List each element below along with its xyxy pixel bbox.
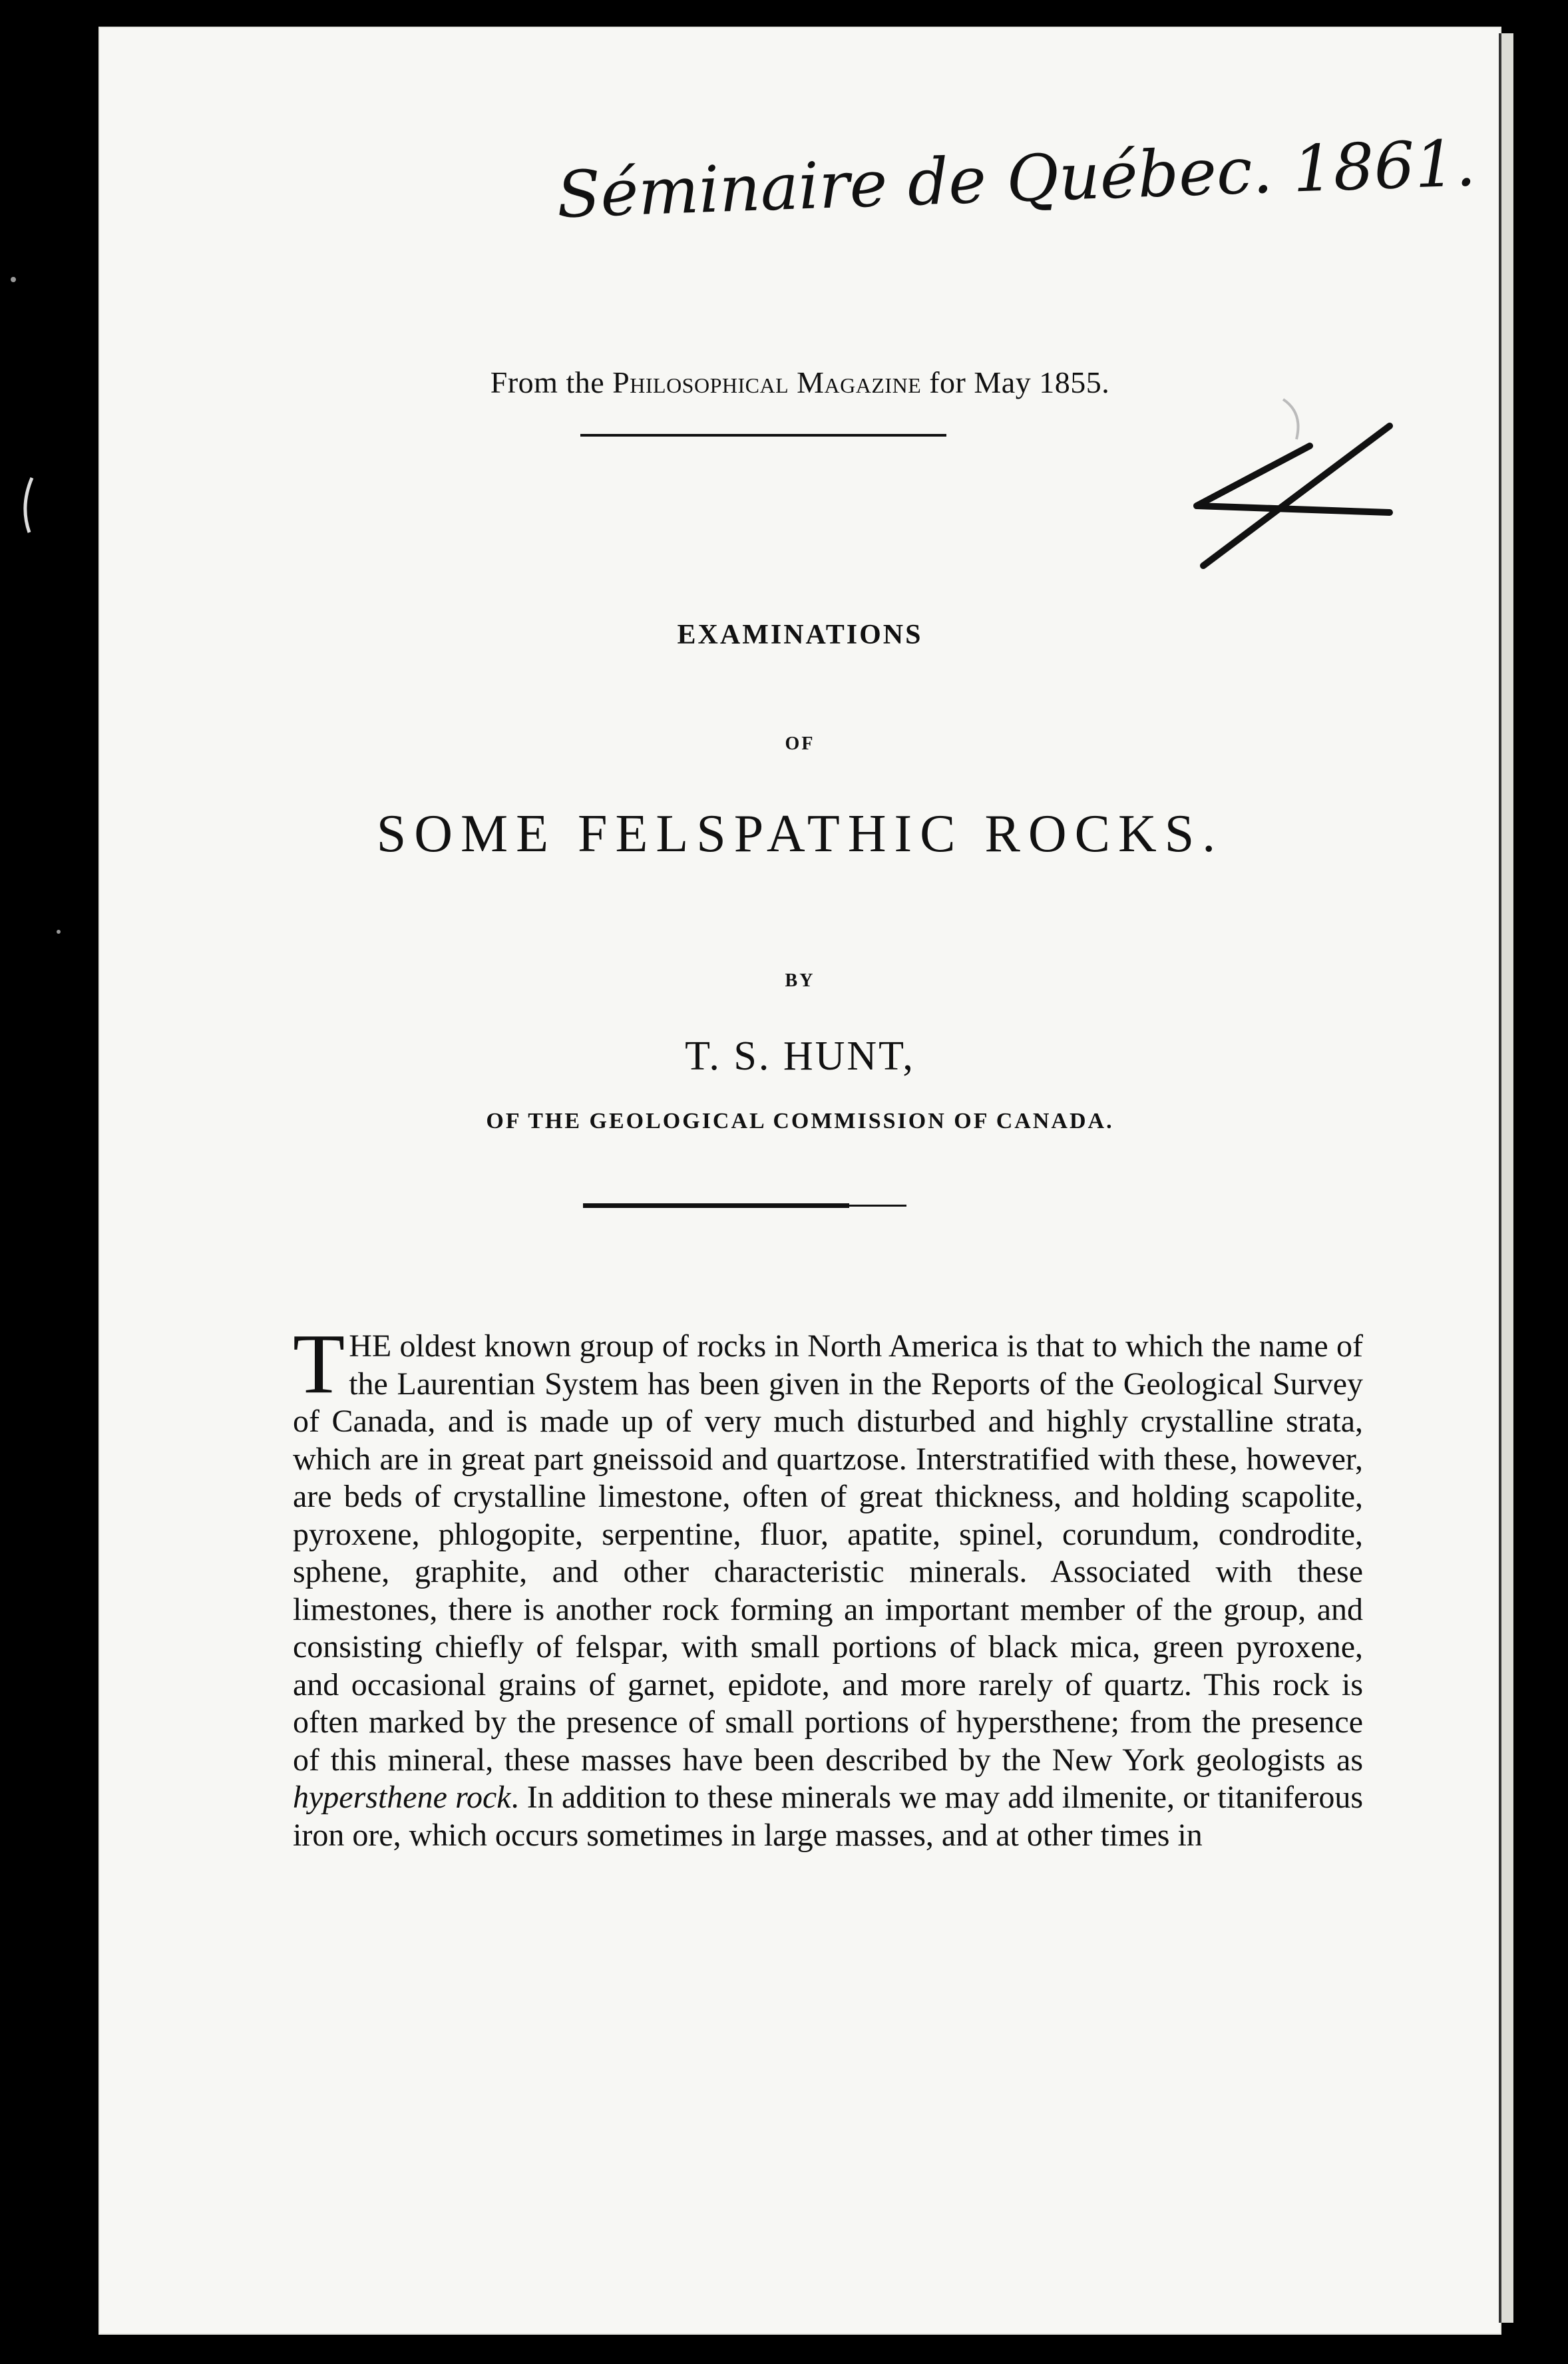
drop-cap: T: [293, 1316, 345, 1411]
title-main: SOME FELSPATHIC ROCKS.: [376, 805, 1224, 863]
byline-by: BY: [785, 970, 815, 991]
body-text-main: oldest known group of rocks in North America is that to which the name of the Laurentian System has been given in the Reports of the Geological Survey of Canada, and is made up of very much disturbed and highly crystalline strata, which are in great part gneissoid and quartzose. Interstratified with these, however, are beds of crystalline limestone, often of great thickness, and holding scapolite, pyroxene, phlogopite, serpentine, fluor, apatite, spinel, corundum, condrodite, sphene, graphite, and other characteristic minerals. Associated with these limestones, there is another rock forming an important member of the group, and consisting chiefly of felspar, with small portions of black mica, green pyroxene, and occasional grains of garnet, epidote, and more rarely of quartz. This rock is often marked by the presence of small portions of hypersthene; from the presence of this mineral, these masses have been described by the New York geologists as: [293, 1328, 1363, 1778]
body-italic-term: hypersthene rock: [293, 1780, 511, 1815]
handwritten-catalog-number: [98, 27, 1390, 566]
document-page: [98, 27, 1501, 2335]
source-magazine: Philosophical Magazine: [612, 365, 922, 399]
author-affiliation: OF THE GEOLOGICAL COMMISSION OF CANADA.: [486, 1109, 1114, 1133]
body-text-end: . In addition to these minerals we may add ilmenite, or titaniferous iron ore, which occurs sometimes in large masses, and at other times in: [293, 1780, 1363, 1853]
source-line: [98, 365, 1501, 400]
middle-divider-tail: [849, 1205, 906, 1207]
title-line-1: EXAMINATIONS: [677, 620, 923, 650]
title-line-2: OF: [785, 733, 815, 754]
body-paragraph: [293, 1316, 1363, 1854]
middle-divider: [583, 1203, 849, 1208]
author-name: T. S. HUNT,: [685, 1034, 915, 1079]
top-divider: [580, 434, 946, 437]
first-word-rest: HE: [349, 1328, 392, 1364]
source-prefix: From the: [490, 365, 613, 399]
source-suffix: for May 1855.: [921, 365, 1110, 399]
handwritten-note: Séminaire de Québec. 1861.: [555, 125, 1477, 233]
